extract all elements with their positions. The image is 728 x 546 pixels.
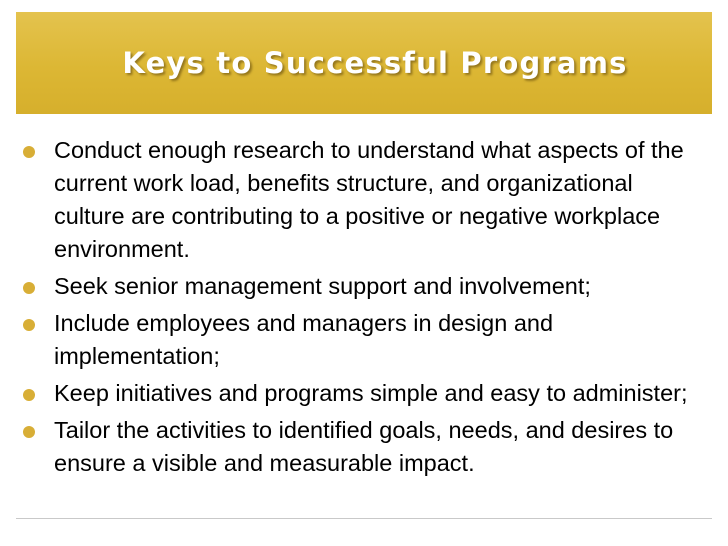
bullet-list	[18, 134, 708, 480]
bullet-text: Keep initiatives and programs simple and easy to administer;	[54, 380, 688, 406]
title-bar	[16, 12, 712, 114]
bullet-text: Tailor the activities to identified goals, needs, and desires to ensure a visible and measurable impact.	[54, 417, 674, 476]
bullet-item	[18, 270, 708, 303]
bullet-dot-icon	[23, 319, 35, 331]
footer-divider	[16, 518, 712, 519]
bullet-item	[18, 377, 708, 410]
bullet-dot-icon	[23, 282, 35, 294]
bullet-item	[18, 134, 708, 266]
bullet-text: Include employees and managers in design and implementation;	[54, 310, 554, 369]
bullet-text: Conduct enough research to understand what aspects of the current work load, benefits structure, and organizational culture are contributing to a positive or negative workplace environment.	[54, 137, 684, 262]
bullet-dot-icon	[23, 389, 35, 401]
bullet-dot-icon	[23, 426, 35, 438]
bullet-text: Seek senior management support and involvement;	[54, 273, 591, 299]
bullet-item	[18, 414, 708, 480]
bullet-item	[18, 307, 708, 373]
bullet-dot-icon	[23, 146, 35, 158]
slide-content	[18, 134, 708, 484]
slide-title: Keys to Successful Programs	[122, 46, 628, 80]
